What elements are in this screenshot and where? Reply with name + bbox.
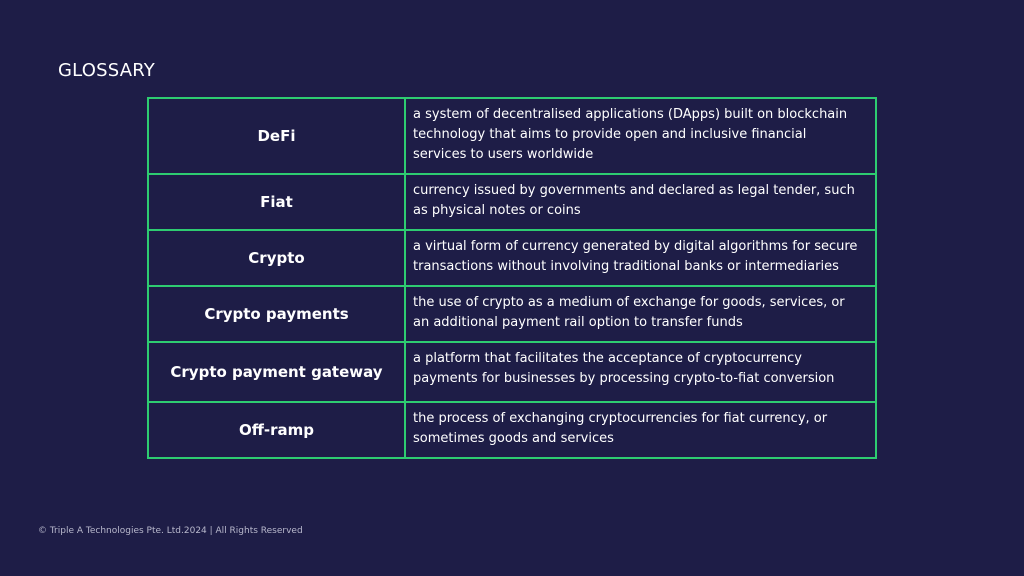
glossary-definition: a system of decentralised applications (DApps) built on blockchain technology that aims to provide open and inclusive financial services to users worldwide (405, 98, 876, 174)
glossary-definition: the use of crypto as a medium of exchange for goods, services, or an additional payment rail option to transfer funds (405, 286, 876, 342)
glossary-term: Fiat (148, 174, 405, 230)
glossary-row-defi (148, 98, 876, 174)
glossary-term: Crypto payment gateway (148, 342, 405, 402)
copyright-footer: © Triple A Technologies Pte. Ltd.2024 | All Rights Reserved (38, 526, 303, 536)
glossary-term: Crypto payments (148, 286, 405, 342)
glossary-definition: currency issued by governments and declared as legal tender, such as physical notes or coins (405, 174, 876, 230)
glossary-row-off-ramp (148, 402, 876, 458)
glossary-term: Off-ramp (148, 402, 405, 458)
glossary-definition: a platform that facilitates the acceptance of cryptocurrency payments for businesses by processing crypto-to-fiat conversion (405, 342, 876, 402)
glossary-row-fiat (148, 174, 876, 230)
glossary-row-crypto-payments (148, 286, 876, 342)
glossary-row-crypto (148, 230, 876, 286)
glossary-table (147, 97, 877, 459)
glossary-definition: the process of exchanging cryptocurrencies for fiat currency, or sometimes goods and services (405, 402, 876, 458)
glossary-definition: a virtual form of currency generated by digital algorithms for secure transactions without involving traditional banks or intermediaries (405, 230, 876, 286)
glossary-row-crypto-payment-gateway (148, 342, 876, 402)
glossary-term: Crypto (148, 230, 405, 286)
page-title: GLOSSARY (58, 60, 155, 81)
glossary-term: DeFi (148, 98, 405, 174)
